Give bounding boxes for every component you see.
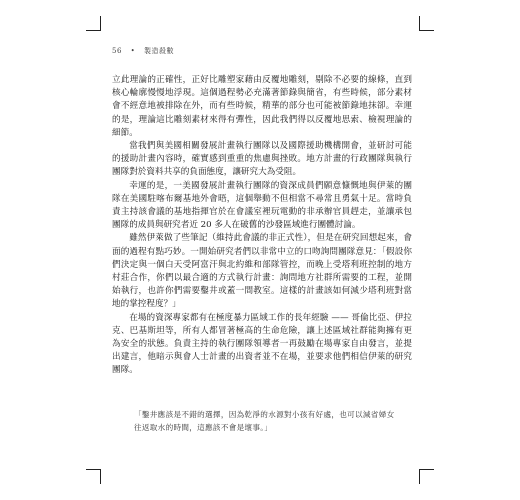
page-number: 56	[112, 47, 122, 55]
crop-mark-bottom-right	[419, 469, 434, 484]
paragraph: 雖然伊萊做了些筆記（維持此會議的非正式性），但是在研究回想起來，會面的過程有點巧妙。一開始研究者們以非常中立的口吻詢問團隊意見：「假設你們決定與一個白天受阿富汗與北約維和部隊管控，而晚上受塔利班控制的地方村莊合作，你們以最合適的方式執行計畫：詢問地方社群所需要的工程，並開始執行，也許你們需要鑿井或蓋一間教室。這樣的計畫該如何減少塔利班對當地的掌控程度？」	[112, 233, 412, 310]
running-header	[112, 46, 180, 56]
paragraph: 幸運的是，一美國發展計畫執行團隊的資深成員們願意慷慨地與伊萊的團隊在美國駐喀布爾基地外會晤，這個舉動不但相當不尋常且勇氣十足。當時負責主持該會議的基地指揮官於在會議室裡玩電動的非承辦官員趕走，並讓承包團隊的成員與研究者近 20 多人在破舊的沙發區域進行團體討論。	[112, 180, 412, 231]
header-bullet: •	[130, 47, 136, 55]
paragraph: 當我們與美國相關發展計畫執行團隊以及國際援助機構開會，並研討可能的援助計畫內容時，確實感到重重的焦慮與挫敗。地方計畫的行政團隊與執行團隊對於資料共享的負面態度，讓研究大為受阻。	[112, 141, 412, 178]
crop-mark-bottom-left	[86, 469, 101, 484]
crop-mark-top-right	[419, 16, 434, 31]
block-quote: 「鑿井應該是不錯的選擇，因為乾淨的水源對小孩有好處，也可以減省婦女往返取水的時間，這應該不會是壞事。」	[134, 410, 395, 432]
crop-mark-top-left	[86, 16, 101, 31]
body-text	[112, 74, 412, 378]
paragraph: 在場的資深專家都有在極度暴力區域工作的長年經驗 —— 哥倫比亞、伊拉克、巴基斯坦等，所有人都冒著極高的生命危險，讓上述區域社群能夠擁有更為安全的狀態。負責主持的執行團隊領導者一再鼓勵在場專家自由發言，並提出建言，他暗示與會人士計畫的出資者並不在場，並要求他們相信伊萊的研究團隊。	[112, 312, 412, 376]
book-title: 製造殺數	[144, 47, 175, 55]
paragraph: 立此理論的正確性，正好比雕塑家藉由反覆地雕刻，剔除不必要的線條，直到核心輪廓慢慢地浮現。這個過程勢必充滿著節錄與簡省，有些時候，部分素材會不經意地被排除在外，而有些時候，精華的部分也可能被節錄地抹卻。幸運的是，理論這比雕刻素材來得有彈性，因此我們得以反覆地思索、檢視理論的細節。	[112, 75, 412, 138]
